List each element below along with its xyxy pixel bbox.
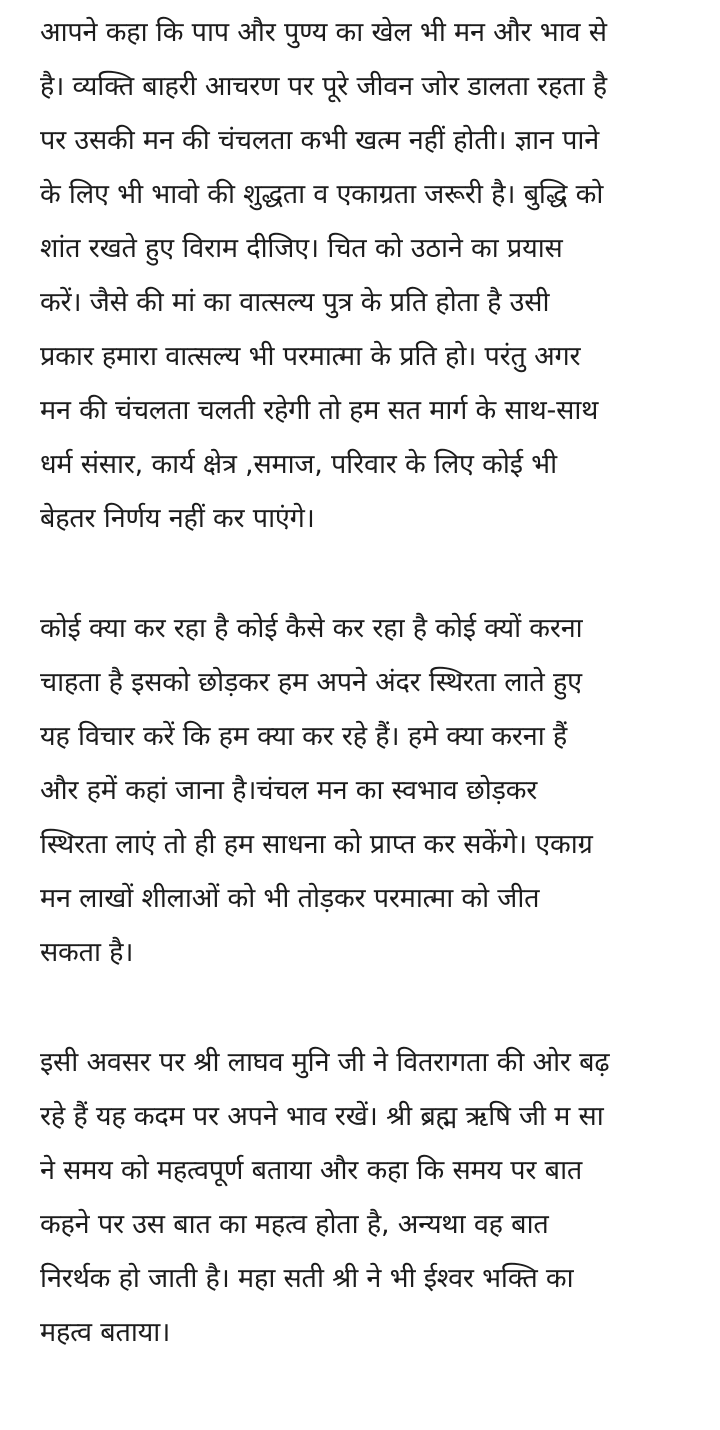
text-line: धर्म संसार, कार्य क्षेत्र ,समाज, परिवार के लिए कोई भी bbox=[40, 449, 557, 480]
text-line: के लिए भी भावो की शुद्धता व एकाग्रता जरूरी है। बुद्धि को bbox=[40, 179, 604, 210]
text-line: आपने कहा कि पाप और पुण्य का खेल भी मन और भाव से bbox=[40, 17, 607, 48]
text-line: प्रकार हमारा वात्सल्य भी परमात्मा के प्रति हो। परंतु अगर bbox=[40, 341, 581, 372]
text-line: है। व्यक्ति बाहरी आचरण पर पूरे जीवन जोर डालता रहता है bbox=[40, 71, 607, 102]
text-line: करें। जैसे की मां का वात्सल्य पुत्र के प्रति होता है उसी bbox=[40, 287, 550, 318]
text-line: कहने पर उस बात का महत्व होता है, अन्यथा वह बात bbox=[40, 1209, 549, 1240]
paragraph-3 bbox=[40, 1036, 690, 1360]
article-body bbox=[40, 6, 690, 1360]
text-line: निरर्थक हो जाती है। महा सती श्री ने भी ईश्वर भक्ति का bbox=[40, 1263, 574, 1294]
text-line: शांत रखते हुए विराम दीजिए। चित को उठाने का प्रयास bbox=[40, 233, 563, 264]
text-line: इसी अवसर पर श्री लाघव मुनि जी ने वितरागता की ओर बढ़ bbox=[40, 1047, 610, 1078]
text-line: महत्व बताया। bbox=[40, 1317, 171, 1348]
text-line: रहे हैं यह कदम पर अपने भाव रखें। श्री ब्रह्म ऋषि जी म सा bbox=[40, 1101, 604, 1132]
text-line: बेहतर निर्णय नहीं कर पाएंगे। bbox=[40, 503, 315, 534]
text-line: मन की चंचलता चलती रहेगी तो हम सत मार्ग के साथ-साथ bbox=[40, 395, 599, 426]
text-line: सकता है। bbox=[40, 937, 134, 968]
paragraph-1 bbox=[40, 6, 690, 546]
text-line: मन लाखों शीलाओं को भी तोड़कर परमात्मा को जीत bbox=[40, 883, 540, 914]
text-line: यह विचार करें कि हम क्या कर रहे हैं। हमे क्या करना हैं bbox=[40, 721, 568, 752]
text-line: स्थिरता लाएं तो ही हम साधना को प्राप्त कर सकेंगे। एकाग्र bbox=[40, 829, 593, 860]
paragraph-spacer bbox=[40, 546, 690, 602]
paragraph-2 bbox=[40, 602, 690, 980]
text-line: कोई क्या कर रहा है कोई कैसे कर रहा है कोई क्यों करना bbox=[40, 613, 583, 644]
text-line: पर उसकी मन की चंचलता कभी खत्म नहीं होती। ज्ञान पाने bbox=[40, 125, 600, 156]
text-line: और हमें कहां जाना है।चंचल मन का स्वभाव छोड़कर bbox=[40, 775, 538, 806]
text-line: ने समय को महत्वपूर्ण बताया और कहा कि समय पर बात bbox=[40, 1155, 583, 1186]
paragraph-spacer bbox=[40, 980, 690, 1036]
text-line: चाहता है इसको छोड़कर हम अपने अंदर स्थिरता लाते हुए bbox=[40, 667, 582, 698]
